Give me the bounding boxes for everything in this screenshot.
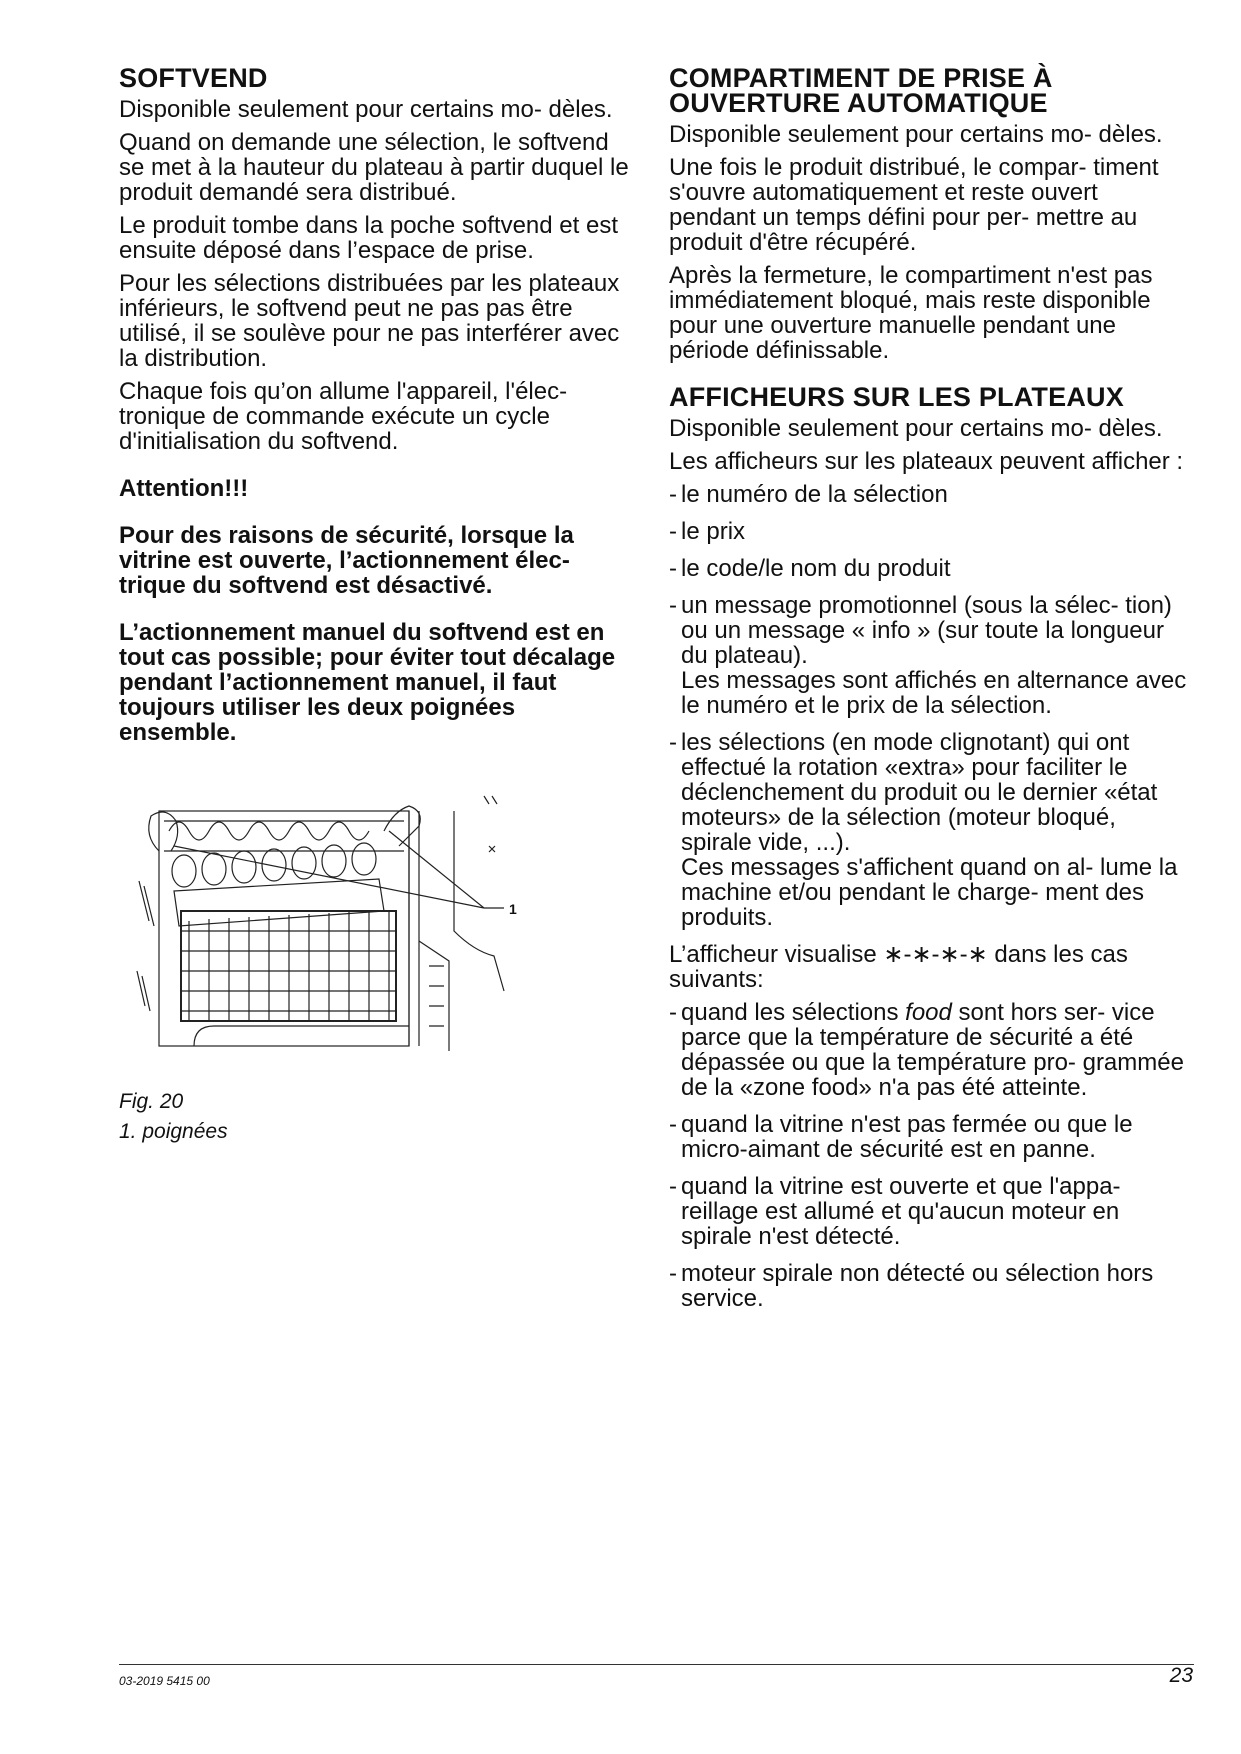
list-item: - les sélections (en mode clignotant) qui ont effectué la rotation «extra» pour faciliter le déclenchement du produit ou le dernier «état moteurs» de la sélection (moteur bloqué, spirale vide, ...). Ces messages s'affichent quand on al- lume la machine et/ou pendant le charge- ment des produits.	[669, 730, 1189, 930]
softvend-heading: SOFTVEND	[119, 63, 268, 93]
list-item: - quand la vitrine n'est pas fermée ou que le micro-aimant de sécurité est en panne.	[669, 1112, 1189, 1162]
document-code: 03-2019 5415 00	[119, 1674, 210, 1688]
manual-operation-warning: L’actionnement manuel du softvend est en tout cas possible; pour éviter tout décalage pendant l’actionnement manuel, il faut toujours utiliser les deux poignées ensemble.	[119, 619, 616, 746]
list-item: - le prix	[669, 519, 1189, 544]
tray-displays-heading: AFFICHEURS SUR LES PLATEAUX	[669, 382, 1124, 412]
left-column	[119, 63, 639, 1147]
paragraph: Disponible seulement pour certains mo- dèles.	[119, 96, 613, 123]
list-item: - un message promotionnel (sous la sélec- tion) ou un message « info » (sur toute la longueur du plateau). Les messages sont affichés en alternance avec le numéro et le prix de la sélection.	[669, 593, 1189, 718]
figure-callout-1: 1	[509, 901, 517, 917]
safety-warning: Pour des raisons de sécurité, lorsque la vitrine est ouverte, l’actionnement élec- trique du softvend est désactivé.	[119, 522, 574, 599]
paragraph: L’afficheur visualise ∗-∗-∗-∗ dans les cas suivants:	[669, 941, 1128, 993]
cases-list	[669, 1000, 1189, 1311]
figure-caption: Fig. 20	[119, 1090, 184, 1113]
list-item: - quand les sélections food sont hors ser- vice parce que la température de sécurité a été dépassée ou que la température pro- grammée de la «zone food» n'a pas été atteinte.	[669, 1000, 1189, 1100]
list-item: - moteur spirale non détecté ou sélection hors service.	[669, 1261, 1189, 1311]
right-column	[669, 63, 1189, 1323]
list-item: - le numéro de la sélection	[669, 482, 1189, 507]
paragraph: Chaque fois qu’on allume l'appareil, l'élec- tronique de commande exécute un cycle d'initialisation du softvend.	[119, 378, 568, 455]
paragraph: Les afficheurs sur les plateaux peuvent afficher :	[669, 448, 1184, 475]
compartment-heading: COMPARTIMENT DE PRISE À OUVERTURE AUTOMATIQUE	[669, 63, 1053, 118]
paragraph: Disponible seulement pour certains mo- dèles.	[669, 121, 1163, 148]
figure-legend: 1. poignées	[119, 1120, 228, 1143]
paragraph: Une fois le produit distribué, le compar- timent s'ouvre automatiquement et reste ouvert pendant un temps défini pour per- mettre au produit d'être récupéré.	[669, 154, 1159, 256]
page-number: 23	[1169, 1664, 1193, 1687]
paragraph: Pour les sélections distribuées par les plateaux inférieurs, le softvend peut ne pas pas être utilisé, il se soulève pour ne pas interférer avec la distribution.	[119, 270, 620, 372]
paragraph: Le produit tombe dans la poche softvend et est ensuite déposé dans l’espace de prise.	[119, 212, 618, 264]
footer-rule	[119, 1664, 1194, 1665]
display-items-list	[669, 482, 1189, 930]
paragraph: Après la fermeture, le compartiment n'est pas immédiatement bloqué, mais reste disponible pour une ouverture manuelle pendant une période définissable.	[669, 262, 1153, 364]
softvend-figure	[119, 791, 559, 1081]
paragraph: Quand on demande une sélection, le softvend se met à la hauteur du plateau à partir duquel le produit demandé sera distribué.	[119, 129, 629, 206]
list-item: - quand la vitrine est ouverte et que l'appa- reillage est allumé et qu'aucun moteur en spirale n'est détecté.	[669, 1174, 1189, 1249]
softvend-illustration	[119, 791, 559, 1081]
attention-label: Attention!!!	[119, 475, 249, 502]
paragraph: Disponible seulement pour certains mo- dèles.	[669, 415, 1163, 442]
list-item: - le code/le nom du produit	[669, 556, 1189, 581]
